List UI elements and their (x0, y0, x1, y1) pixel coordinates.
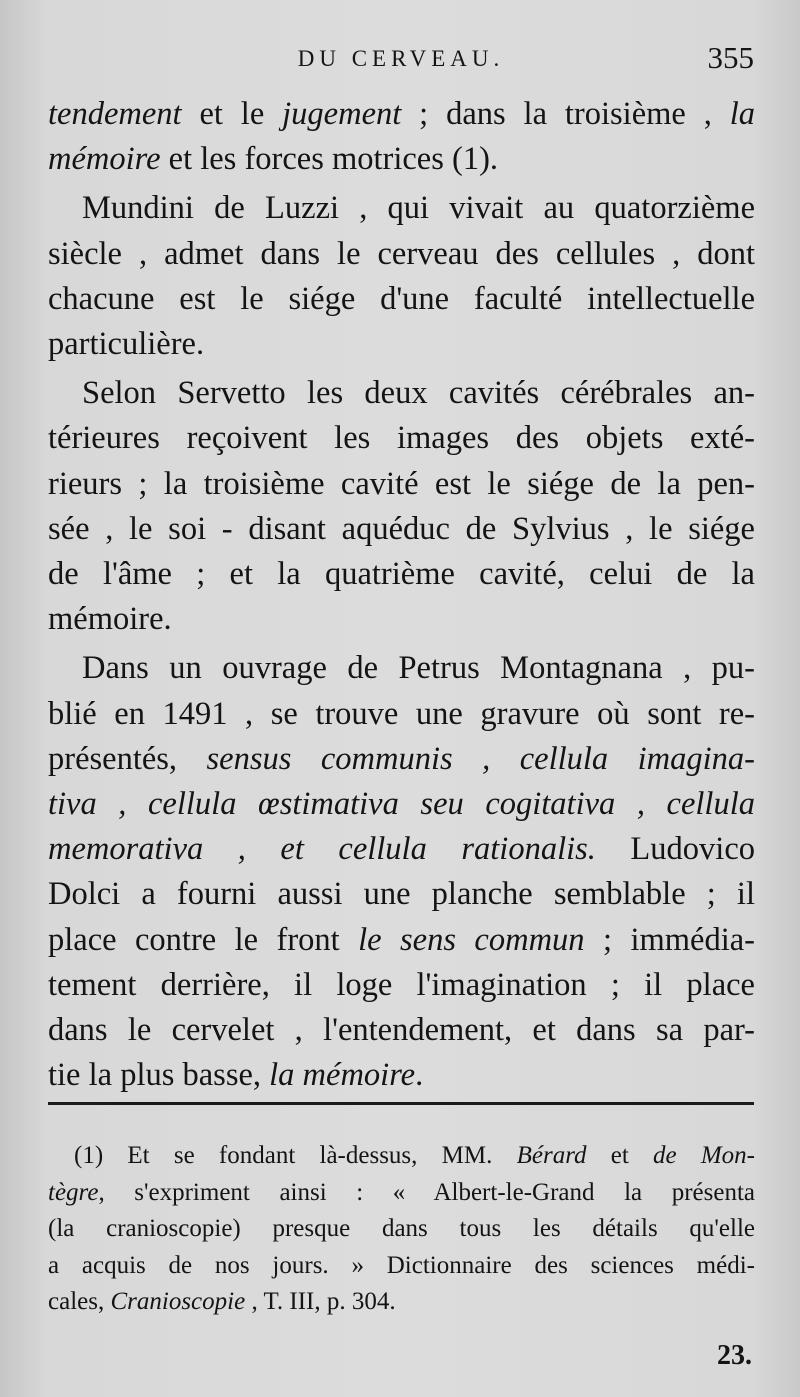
italic-text: de Mon- (653, 1142, 755, 1169)
text-line (48, 872, 755, 917)
page-header (48, 40, 754, 88)
italic-text: sensus communis , cellula imagina- (206, 740, 755, 777)
paragraph (48, 92, 755, 182)
paragraph (48, 186, 755, 367)
text-run: térieures reçoivent les images des objets exté- (48, 420, 755, 457)
text-line (48, 371, 755, 416)
paragraph (48, 646, 755, 1098)
text-run: (1) Et se fondant là-dessus, MM. (74, 1142, 517, 1169)
text-run: (la cranioscopie) presque dans tous les détails qu'elle (48, 1215, 755, 1242)
text-line (48, 1053, 755, 1098)
text-line (48, 1138, 755, 1175)
text-run: Mundini de Luzzi , qui vivait au quatorzième (82, 190, 755, 227)
italic-text: tègre (48, 1178, 99, 1206)
footnote-rule (48, 1102, 754, 1105)
text-run: . (415, 1057, 424, 1094)
text-line (48, 322, 755, 367)
italic-text: memorativa , et cellula rationalis. (48, 831, 596, 868)
italic-text: la mémoire (269, 1057, 416, 1094)
italic-text: jugement (282, 96, 402, 132)
italic-text: la (729, 96, 755, 132)
text-line (48, 416, 755, 461)
text-line (48, 1008, 755, 1053)
text-run: présentés, (48, 740, 207, 777)
text-line (48, 277, 755, 322)
text-line (48, 737, 755, 782)
body-text (48, 88, 755, 1098)
text-run: a acquis de nos jours. » Dictionnaire des sciences médi- (48, 1251, 755, 1279)
text-run: tement derrière, il loge l'imagination ; il place (48, 966, 755, 1003)
page-number: 355 (707, 40, 754, 75)
text-run: sée , le soi - disant aquéduc de Sylvius , le siége (48, 510, 755, 547)
text-run: Selon Servetto les deux cavités cérébrales an- (82, 375, 755, 412)
text-line (48, 963, 755, 1008)
text-run: particulière. (48, 326, 205, 363)
text-run: , T. III, p. 304. (245, 1288, 396, 1315)
text-run: ; immédia- (584, 921, 756, 958)
text-run: Dolci a fourni aussi une planche semblable ; il (48, 876, 755, 913)
text-run: Ludovico (595, 831, 755, 868)
text-line (48, 782, 755, 827)
italic-text: tendement (48, 96, 182, 132)
text-line (48, 918, 755, 963)
text-line (48, 597, 755, 642)
italic-text: le sens commun (358, 921, 585, 958)
text-run: siècle , admet dans le cerveau des cellules , dont (48, 235, 755, 272)
italic-text: tiva , cellula œstimativa seu cogitativa , cellula (48, 786, 755, 823)
text-run: ; dans la troisième , (401, 96, 730, 132)
text-run: de l'âme ; et la quatrième cavité, celui de la (48, 556, 755, 593)
text-run: chacune est le siége d'une faculté intellectuelle (48, 280, 755, 317)
text-run: et (586, 1142, 654, 1169)
text-run: et le (181, 96, 283, 132)
text-line (48, 1284, 755, 1321)
text-run: Dans un ouvrage de Petrus Montagnana , pu- (82, 650, 755, 687)
text-run: tie la plus basse, (48, 1057, 270, 1094)
text-run: rieurs ; la troisième cavité est le siége de la pen- (48, 465, 755, 502)
italic-text: mémoire (48, 141, 161, 178)
text-line (48, 1175, 755, 1212)
text-line (48, 552, 755, 597)
text-run: blié en 1491 , se trouve une gravure où sont re- (48, 695, 755, 732)
text-run: cales, (48, 1288, 111, 1315)
text-run: , s'expriment ainsi : « Albert-le-Grand la présenta (98, 1178, 755, 1206)
running-title: DU CERVEAU. (297, 46, 505, 71)
text-run: dans le cervelet , l'entendement, et dans sa par- (48, 1012, 755, 1049)
text-line (48, 137, 755, 182)
text-line (48, 507, 755, 552)
text-line (48, 646, 755, 691)
text-line (48, 827, 755, 872)
text-line (48, 92, 755, 137)
text-line (48, 692, 755, 737)
text-line (48, 186, 755, 231)
italic-text: Bérard (516, 1142, 587, 1169)
text-line (48, 1248, 755, 1285)
paragraph (48, 371, 755, 642)
text-run: mémoire. (48, 601, 172, 638)
footnote (48, 1138, 755, 1321)
signature-mark: 23. (717, 1340, 752, 1371)
text-line (48, 462, 755, 507)
text-run: et les forces motrices (1). (160, 141, 499, 178)
text-run: place contre le front (48, 921, 359, 958)
text-line (48, 1211, 755, 1248)
text-line (48, 232, 755, 277)
italic-text: Cranioscopie (110, 1288, 246, 1315)
